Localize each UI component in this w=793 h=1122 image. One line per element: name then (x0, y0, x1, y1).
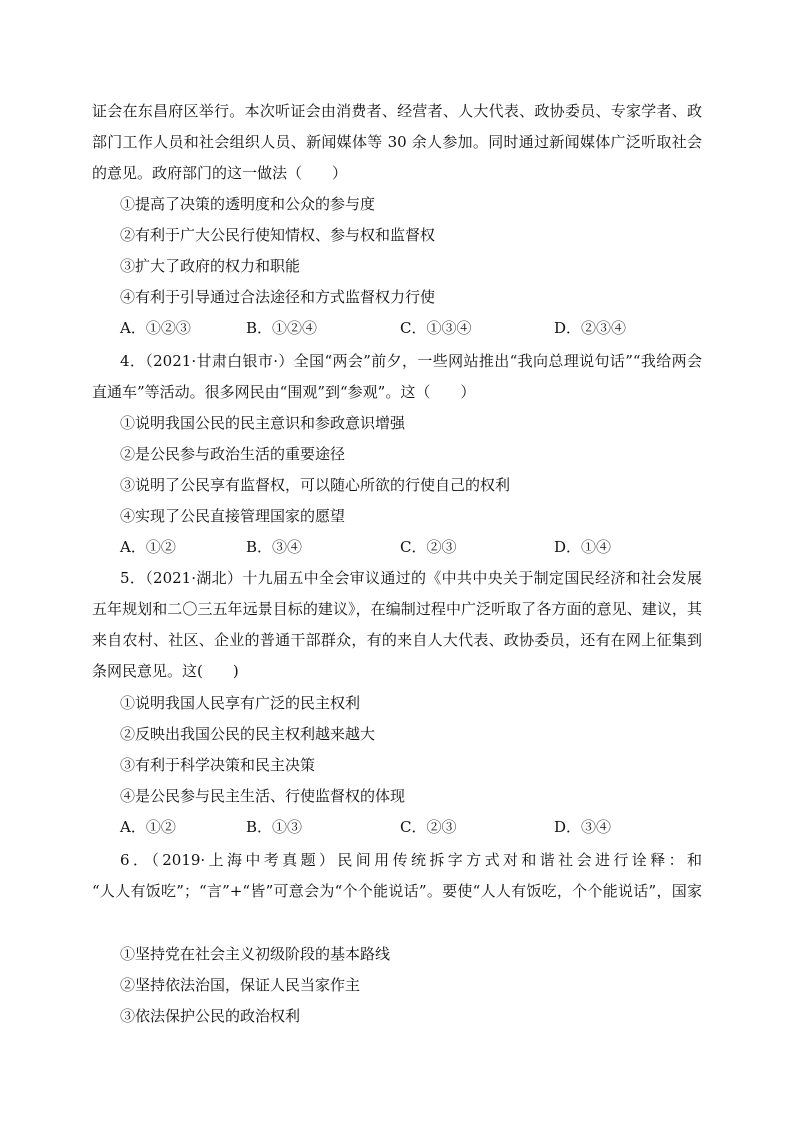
q6-item-3: ③依法保护公民的政治权利 (120, 1007, 301, 1025)
q3-stem-line-2: 部门工作人员和社会组织人员、新闻媒体等 30 余人参加。同时通过新闻媒体广泛听取社会 (92, 133, 702, 151)
q3-item-4: ④有利于引导通过合法途径和方式监督权力行使 (120, 288, 436, 306)
q5-option-b[interactable]: B．①③ (246, 818, 303, 836)
q4-option-b[interactable]: B．③④ (246, 538, 303, 556)
q5-item-1: ①说明我国人民享有广泛的民主权利 (120, 694, 361, 712)
q5-stem-line-4: 条网民意见。这( ) (92, 662, 239, 680)
q3-stem-line-1: 证会在东昌府区举行。本次听证会由消费者、经营者、人大代表、政协委员、专家学者、政 (92, 102, 702, 120)
q6-stem-line-2: “人人有饭吃”；“言”+“皆”可意会为“个个能说话”。要使“人人有饭吃，个个能说话”，国家 (92, 882, 702, 900)
q6-stem-line-1: 6．（2019·上海中考真题）民间用传统拆字方式对和谐社会进行诠释：和 (120, 851, 702, 869)
q3-option-c[interactable]: C．①③④ (400, 319, 472, 337)
q5-option-a[interactable]: A．①② (120, 818, 176, 836)
q4-option-a[interactable]: A．①② (120, 538, 176, 556)
q5-option-d[interactable]: D．③④ (554, 818, 612, 836)
q5-stem-line-1: 5．（2021·湖北）十九届五中全会审议通过的《中共中央关于制定国民经济和社会发展 (120, 569, 702, 587)
q3-item-1: ①提高了决策的透明度和公众的参与度 (120, 195, 376, 213)
q3-option-b[interactable]: B．①②④ (246, 319, 318, 337)
q4-item-1: ①说明我国公民的民主意识和参政意识增强 (120, 414, 406, 432)
q5-item-2: ②反映出我国公民的民主权利越来越大 (120, 725, 376, 743)
q5-stem-line-2: 五年规划和二〇三五年远景目标的建议》，在编制过程中广泛听取了各方面的意见、建议，其 (92, 600, 702, 618)
q3-item-3: ③扩大了政府的权力和职能 (120, 257, 301, 275)
q5-stem-line-3: 来自农村、社区、企业的普通干部群众，有的来自人大代表、政协委员，还有在网上征集到 (92, 631, 702, 649)
q4-option-c[interactable]: C．②③ (400, 538, 457, 556)
q4-item-2: ②是公民参与政治生活的重要途径 (120, 445, 346, 463)
q3-option-a[interactable]: A．①②③ (120, 319, 191, 337)
q3-item-2: ②有利于广大公民行使知情权、参与权和监督权 (120, 226, 436, 244)
q4-item-3: ③说明了公民享有监督权，可以随心所欲的行使自己的权利 (120, 476, 511, 494)
q4-item-4: ④实现了公民直接管理国家的愿望 (120, 507, 346, 525)
q6-item-1: ①坚持党在社会主义初级阶段的基本路线 (120, 945, 391, 963)
q5-item-3: ③有利于科学决策和民主决策 (120, 756, 316, 774)
q4-option-d[interactable]: D．①④ (554, 538, 612, 556)
q4-stem-line-2: 直通车”等活动。很多网民由“围观”到“参观”。这（ ） (92, 383, 476, 401)
q5-option-c[interactable]: C．②③ (400, 818, 457, 836)
q5-item-4: ④是公民参与民主生活、行使监督权的体现 (120, 787, 406, 805)
q3-stem-line-3: 的意见。政府部门的这一做法（ ） (92, 164, 348, 182)
q4-stem-line-1: 4．（2021·甘肃白银市·）全国“两会”前夕，一些网站推出“我向总理说句话”“我给两会 (120, 352, 702, 370)
q3-option-d[interactable]: D．②③④ (554, 319, 627, 337)
q6-item-2: ②坚持依法治国，保证人民当家作主 (120, 976, 361, 994)
